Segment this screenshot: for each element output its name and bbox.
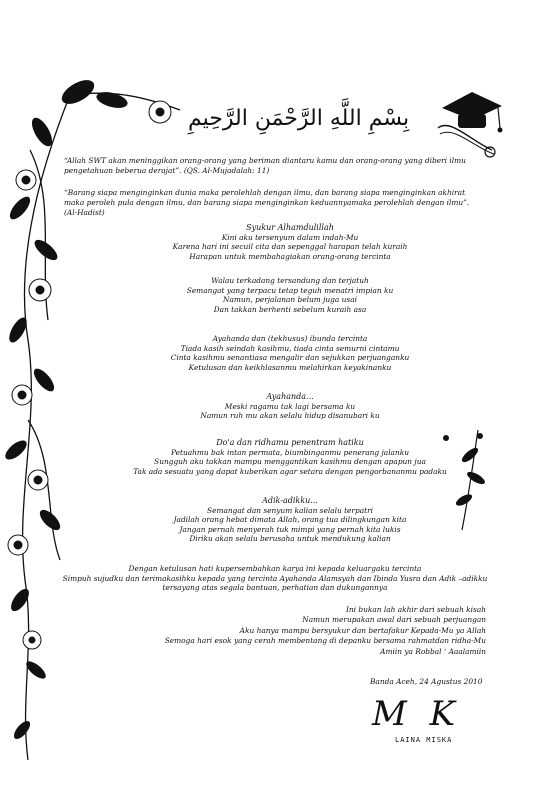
poem-line: Semangat dan senyum kalian selalu terpatri xyxy=(207,505,373,515)
poem-line: Simpuh sujudku dan terimakasihku kepada yang tercinta Ayahanda Alamsyah dan Ibinda Yusra dan Adik –adikku xyxy=(62,573,488,583)
stanza-perseverance xyxy=(90,276,490,314)
poem-line: Diriku akan selalu berusaha untuk mendukung kalian xyxy=(189,534,391,544)
poem-line: Harapan untuk membahagiakan orang-orang tercinta xyxy=(189,251,391,261)
stanza-father xyxy=(90,392,490,421)
stanza-prayer xyxy=(90,438,490,476)
poem-line: Ayahanda dan (tekhusus) ibunda tercinta xyxy=(212,334,368,343)
poem-line: Ketulusan dan keikhlasanmu melahirkan keyakinanku xyxy=(188,362,392,372)
quran-quote: “Allah SWT akan meninggikan orang-orang yang beriman diantaru kamu dan orang-orang yang diberi ilmu pengetahuan beberua derajat”. (QS. Al-Mujadalah: 11) xyxy=(64,156,466,175)
closing-line: Namun merupakan awal dari sebuah perjuangan xyxy=(302,615,486,625)
place-date: Banda Aceh, 24 Agustus 2010 xyxy=(370,677,483,686)
closing-line: Aku hanya mampu bersyukur dan bertafakur Kepada-Mu ya Allah xyxy=(239,625,486,635)
stanza-heading: Ayahanda... xyxy=(266,392,314,401)
poem-line: Namun ruh mu akan selalu hidup disanubari ku xyxy=(200,411,380,421)
closing-line: Semoga hari esok yang cerah membentang di depanku bersama rahmatdan ridha-Mu xyxy=(164,636,486,646)
stanza-heading: Adik-adikku... xyxy=(262,496,318,505)
poem-line: Jangan pernah menyerah tuk mimpi yang pernah kita lukis xyxy=(179,524,401,534)
poem-line: Kini aku tersenyum dalam indah-Mu xyxy=(221,232,359,242)
bismillah-calligraphy: بِسْمِ اللَّهِ الرَّحْمَنِ الرَّحِيمِ xyxy=(188,106,410,131)
hadith-quote: “Barang siapa menginginkan dunia maka perolehlah dengan ilmu, dan barang siapa menginginkan akhirat maka peroleh pula dengan ilmu, dan barang siapa menginginkan keduannyamaka perolehlah dengan ilmu”. (Al-Hadist) xyxy=(64,188,470,217)
poem-line: Petuahmu bak intan permata, biumbinganmu penerang jalanku xyxy=(171,447,409,457)
closing-line: Amiin ya Robbal ‘ Aaalamiin xyxy=(380,646,486,656)
closing-line: Ini bukan lah akhir dari sebuah kisah xyxy=(345,605,486,614)
poem-line: Tak ada sesuatu yang dapat kuberikan agar setara dengan pengorbananmu padaku xyxy=(133,466,447,476)
poem-line: Cinta kasihmu senantiasa mengalir dan sejukkan perjuanganku xyxy=(170,353,410,363)
stanza-gratitude xyxy=(90,223,490,261)
signature-initials: M K xyxy=(372,694,462,734)
stanza-heading: Syukur Alhamdulillah xyxy=(246,223,334,232)
poem-line: Namun, perjalanan belum juga usai xyxy=(223,295,357,305)
poem-line: tersayang atas segala bantuan, perhatian dan dukungannya xyxy=(162,583,388,593)
stanza-dedication xyxy=(60,564,490,593)
poem-line: Tiada kasih seindah kasihmu, tiada cinta semurni cintamu xyxy=(180,343,400,353)
closing-verse xyxy=(126,605,486,657)
poem-line: Semangat yang terpacu tetap teguh menatri impian ku xyxy=(186,285,394,295)
stanza-siblings xyxy=(90,496,490,544)
poem-line: Jadilah orang hebat dimata Allah, orang tua dilingkungan kita xyxy=(173,515,407,525)
poem-line: Dan takkan berhenti sebelum kuraih asa xyxy=(213,304,367,314)
poem-line: Meski ragamu tak lagi bersama ku xyxy=(224,401,356,411)
poem-line: Walau terkadang tersandung dan terjatuh xyxy=(211,276,369,285)
stanza-heading: Do'a dan ridhamu penentram hatiku xyxy=(216,438,364,447)
poem-line: Dengan ketulusan hati kupersembahkan karya ini kepada keluargaku tercinta xyxy=(128,564,422,573)
poem-line: Sungguh aku takkan mampu menggantikan kasihmu dengan apapun jua xyxy=(154,457,426,467)
stanza-parents xyxy=(90,334,490,372)
poem-line: Karena hari ini secuil cita dan sepenggal harapan telah kuraih xyxy=(172,242,408,252)
signatory-name: LAINA MISKA xyxy=(395,736,453,744)
